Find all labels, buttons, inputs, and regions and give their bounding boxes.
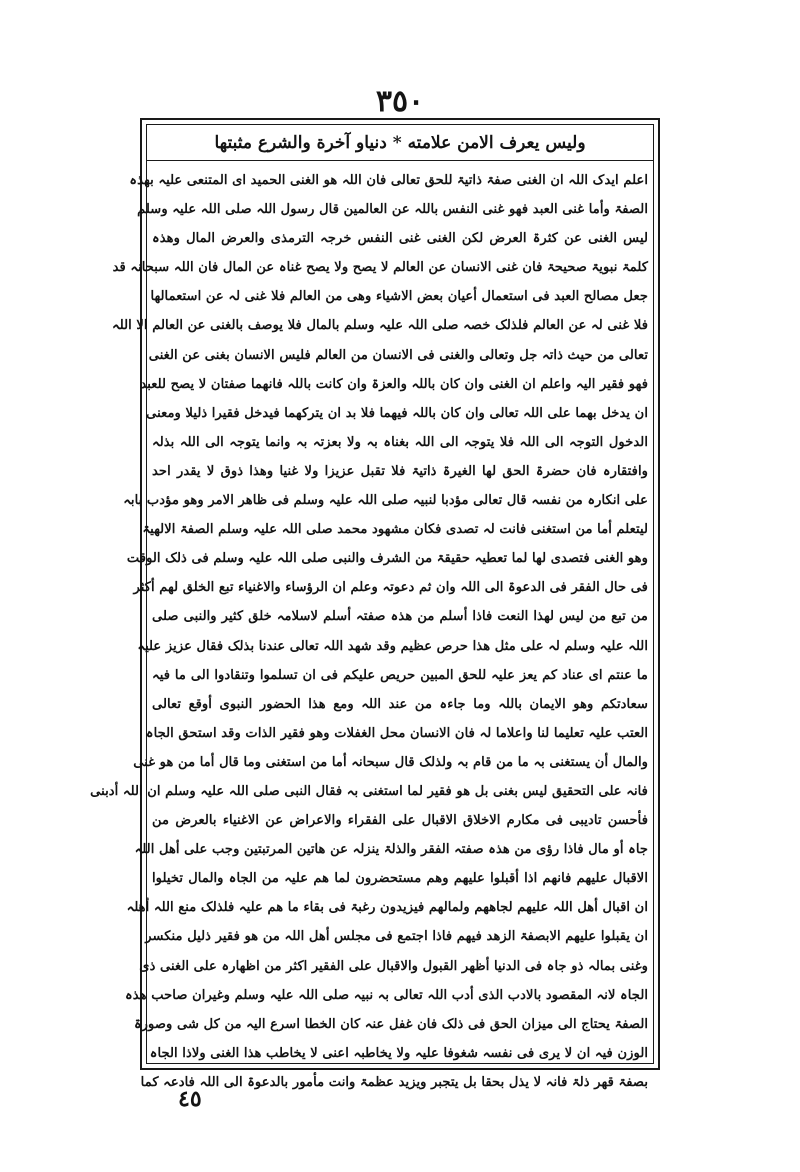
text-line: فی حال الفقر فی الدعوۃ الی اللہ وان ثم دعوتہ وعلم ان الرؤساء والاغنیاء تبع الخلق لھم أکثر (133, 580, 648, 596)
text-line: فھو فقیر الیہ واعلم ان الغنی وان کان باللہ والعزۃ وان کانت باللہ فانھما صفتان لا یصح للعبد (140, 376, 648, 392)
text-line: ما عنتم ای عناد کم یعز علیہ للحق المبین حریص علیکم فی ان تسلموا وتنقادوا الی ما فیہ (152, 667, 648, 683)
text-line: ان یدخل بھما علی اللہ تعالی وان کان باللہ فیھما فلا بد ان یترکھما فیدخل فقیرا ذلیلا ومعنی (146, 405, 648, 421)
page-frame (90, 118, 660, 1090)
text-line: الوزن فیہ ان لا یری فی نفسہ شغوفا علیہ ولا یخاطبہ اعنی لا یخاطب ھذا الغنی ولاذا الجاہ (149, 1045, 648, 1061)
text-line: لیس الغنی عن کثرۃ العرض لکن الغنی غنی النفس خرجہ الترمذی والعرض المال وھذہ (152, 231, 648, 247)
text-line: بصفۃ قھر ذلۃ فانہ لا یذل بحقا بل یتجبر ویزید عظمۃ وانت مأمور بالدعوۃ الی اللہ فادعہ کما (140, 1074, 648, 1090)
text-line: اللہ علیہ وسلم لہ علی مثل ھذا حرص عظیم وقد شھد اللہ تعالی عندنا بذلک فقال عزیز علیہ (137, 638, 648, 654)
footer-mark: ٤٥ (178, 1086, 202, 1112)
header-rule (146, 160, 654, 161)
text-line: ان اقبال أھل اللہ علیھم لجاھھم ولمالھم فیزیدون رغبۃ فی بقاء ما ھم علیہ فلذلک منع اللہ أھلہ (126, 900, 648, 916)
text-line: الصفۃ وأما غنی العبد فھو غنی النفس باللہ عن العالمین قال رسول اللہ صلی اللہ علیہ وسلم (137, 202, 648, 218)
text-line: اعلم ایدک اللہ ان الغنی صفۃ ذاتیۃ للحق تعالی فان اللہ ھو الغنی الحمید ای المتنعی علیہ بھذہ (129, 173, 648, 188)
text-line: تعالی من حیث ذاتہ جل وتعالی والغنی فی الانسان من العالم فلیس الانسان بغنی عن الغنی (148, 347, 648, 363)
text-line: کلمۃ نبویۃ صحیحۃ فان غنی الانسان عن العالم لا یصح ولا یصح غناہ عن المال فان اللہ سبحانہ قد (112, 260, 648, 276)
text-line: الصفۃ یحتاج الی میزان الحق فی ذلک فان غفل عنہ کان الخطا اسرع الیہ من کل شی وصورۃ (133, 1016, 648, 1032)
text-line: فأحسن تادیبی فی مکارم الاخلاق الاقبال علی الفقراء والاعراض عن الاغنیاء بالعرض من (152, 813, 648, 829)
header-verse: ولیس یعرف الامن علامته * دنیاو آخرة والشرع مثبتها (214, 133, 586, 153)
text-line: وھو الغنی فتصدی لھا لما تعطیہ حقیقۃ من الشرف والنبی صلی اللہ علیہ وسلم فی ذلک الوقت (126, 551, 648, 567)
text-line: سعادتکم وھو الایمان باللہ وما جاءہ من عند اللہ ومع ھذا الحضور النبوی أوقع تعالی (152, 696, 648, 712)
text-line: وافتقارہ فان حضرۃ الحق لھا الغیرۃ ذاتیۃ فلا تقبل عزیزا ولا غنیا وھذا ذوق لا یقدر احد (152, 463, 648, 479)
text-line: الاقبال علیھم فانھم اذا أقبلوا علیھم وھم مستحضرون لما ھم علیہ من الجاہ والمال تخیلوا (152, 871, 648, 887)
text-line: ان یقبلوا علیھم الابصفۃ الزھد فیھم فاذا اجتمع فی مجلس أھل اللہ من ھو فقیر ذلیل منکسر (145, 929, 648, 945)
text-line: جاہ أو مال فاذا رؤی من ھذہ صفتہ الفقر والذلۃ ینزلہ عن ھاتین المرتبتین وجب علی أھل اللہ (134, 842, 648, 858)
text-line: علی انکارہ من نفسہ قال تعالی مؤدبا لنبیہ صلی اللہ علیہ وسلم فی ظاھر الامر وھو مؤدب بابہ (123, 493, 648, 509)
page-number: ٣٥٠ (375, 84, 425, 119)
text-line: من تبع من لیس لھذا النعت فاذا أسلم من ھذہ صفتہ أسلم لاسلامہ خلق کثیر والنبی صلی (152, 609, 648, 625)
text-line: الجاہ لانہ المقصود بالادب الذی أدب اللہ تعالی بہ نبیہ صلی اللہ علیہ وسلم وغیران صاحب ھذہ (125, 987, 648, 1003)
text-line: العتب علیہ تعلیما لنا واعلاما لہ فان الانسان محل الغفلات وھو فقیر الذات وقد استحق الجاہ (145, 725, 648, 741)
text-line: الدخول التوجہ الی اللہ فلا یتوجہ الی اللہ بغناہ بہ ولا بعزتہ بہ وانما یتوجہ الی اللہ بذلہ (152, 434, 648, 450)
text-line: فانہ علی التحقیق لیس بغنی بل ھو فقیر لما استغنی بہ فقال النبی صلی اللہ علیہ وسلم ان اللہ أدبنی (90, 783, 648, 799)
body-text (90, 166, 648, 1090)
text-line: وغنی بمالہ ذو جاہ فی الدنیا أظھر القبول والاقبال علی الفقیر اکثر من اظھارہ علی الغنی ذی (139, 958, 648, 974)
text-line: جعل مصالح العبد فی استعمال أعیان بعض الاشیاء وھی من العالم فلا غنی لہ عن استعمالھا (150, 289, 648, 305)
text-line: لیتعلم أما من استغنی فانت لہ تصدی فکان مشھود محمد صلی اللہ علیہ وسلم الصفۃ الالھیۃ (142, 522, 648, 538)
text-line: فلا غنی لہ عن العالم فلذلک خصہ صلی اللہ علیہ وسلم بالمال فلا یوصف بالغنی عن العالم الا اللہ (112, 318, 648, 334)
text-line: والمال أن یستغنی بہ ما من قام بہ ولذلک قال سبحانہ أما من استغنی وما قال أما من ھو غنی (133, 754, 648, 770)
